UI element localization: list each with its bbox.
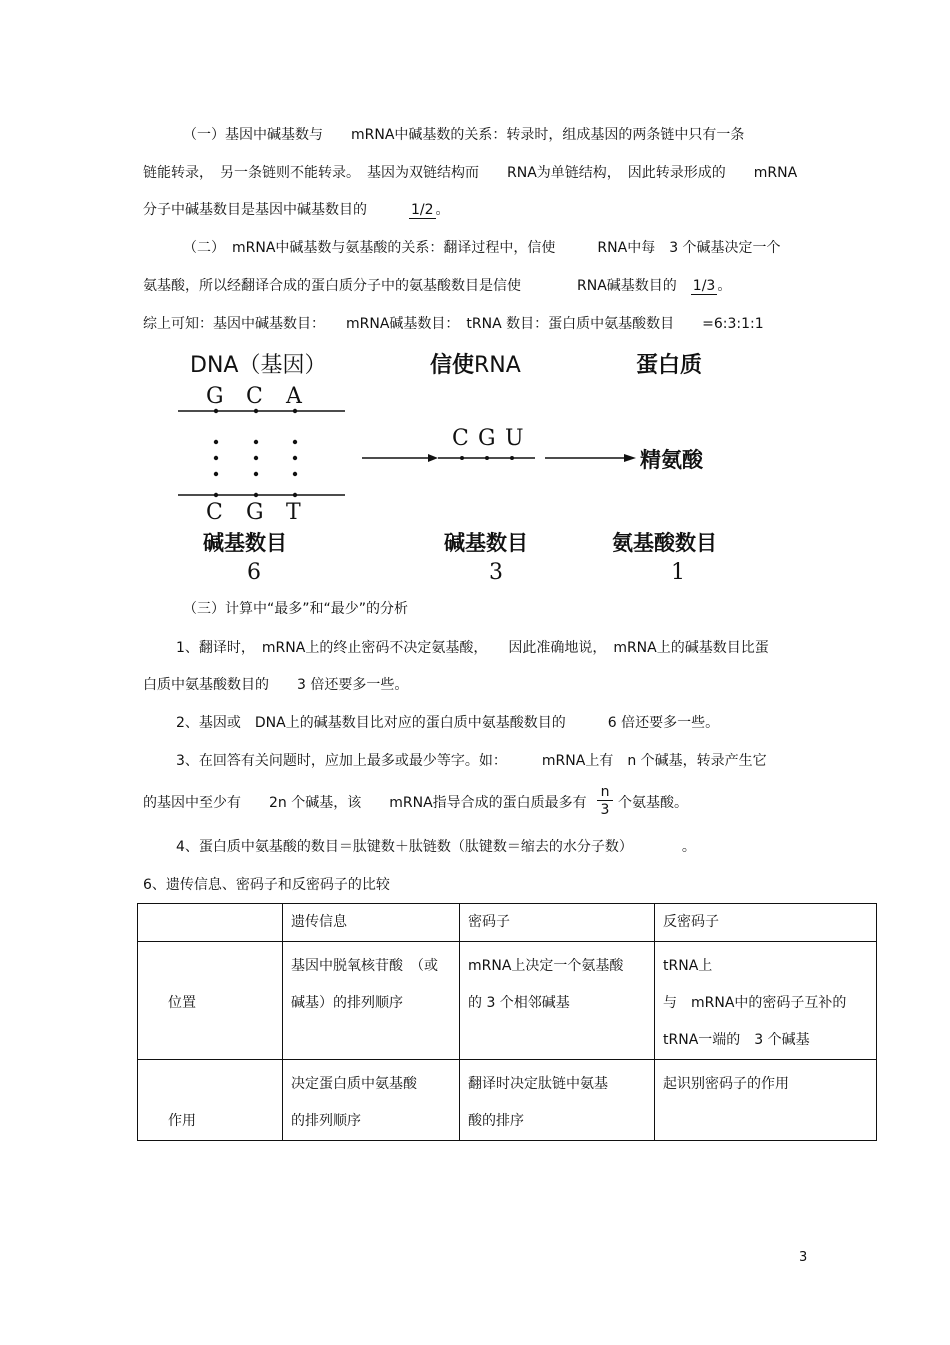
item3-line2-pre: 的基因中至少有 2n 个碱基，该 mRNA指导合成的蛋白质最多有: [143, 795, 587, 811]
table-cell: tRNA上 与 mRNA中的密码子互补的 tRNA一端的 3 个碱基: [655, 942, 877, 1060]
table-row: [138, 1060, 877, 1141]
codon-base-1: C: [452, 426, 469, 451]
table-cell: 决定蛋白质中氨基酸 的排列顺序: [283, 1060, 460, 1141]
row-label: 位置: [138, 942, 283, 1060]
para2-line1: （二） mRNA中碱基数与氨基酸的关系：翻译过程中，信使 RNA中每 3 个碱基决定一个: [183, 240, 781, 256]
page-number: 3: [799, 1250, 808, 1265]
fraction-denominator: 3: [600, 802, 610, 818]
para1-line1: （一）基因中碱基数与 mRNA中碱基数的关系：转录时，组成基因的两条链中只有一条: [183, 127, 745, 143]
top-base-1: G: [206, 384, 224, 409]
item2: 2、基因或 DNA上的碱基数目比对应的蛋白质中氨基酸数目的 6 倍还要多一些。: [176, 715, 720, 731]
item3-line1: 3、在回答有关问题时，应加上最多或最少等字。如： mRNA上有 n 个碱基，转录产生它: [176, 753, 767, 769]
fraction-numerator: n: [597, 784, 613, 801]
mrna-count-label: 碱基数目: [444, 531, 528, 555]
half-ratio: 1/2: [411, 202, 434, 218]
item1-line1: 1、翻译时， mRNA上的终止密码不决定氨基酸， 因此准确地说， mRNA上的碱基数目比蛋: [176, 640, 769, 656]
bottom-base-2: G: [246, 500, 264, 525]
table-header-row: [138, 904, 877, 942]
table-header-cell: 反密码子: [655, 904, 877, 942]
table-cell: 起识别密码子的作用: [655, 1060, 877, 1141]
dna-count: 6: [247, 560, 261, 585]
section3-title: （三）计算中“最多”和“最少”的分析: [183, 601, 409, 617]
table-header-cell: 密码子: [460, 904, 655, 942]
table-header-cell: 遗传信息: [283, 904, 460, 942]
summary-line: 综上可知：基因中碱基数目： mRNA碱基数目： tRNA 数目：蛋白质中氨基酸数目 =6:3:1:1: [143, 316, 764, 332]
para1-line2: 链能转录， 另一条链则不能转录。 基因为双链结构而 RNA为单链结构， 因此转录形成的 mRNA: [143, 165, 798, 181]
table-row: [138, 942, 877, 1060]
dna-count-label: 碱基数目: [203, 531, 287, 555]
top-base-2: C: [246, 384, 263, 409]
table-cell: 基因中脱氧核苷酸 （或 碱基）的排列顺序: [283, 942, 460, 1060]
mrna-count: 3: [489, 560, 503, 585]
section6-title: 6、遗传信息、密码子和反密码子的比较: [143, 877, 390, 893]
codon-base-3: U: [505, 426, 524, 451]
comparison-table: [137, 903, 877, 1141]
mrna-header: 信使RNA: [430, 353, 521, 378]
diagram-lines: [0, 0, 950, 600]
para2-line2: 氨基酸，所以经翻译合成的蛋白质分子中的氨基酸数目是信使 RNA碱基数目的 1/3 。: [143, 278, 732, 294]
fraction-n-over-3: [597, 784, 613, 819]
top-base-3: A: [286, 384, 302, 409]
item4: 4、蛋白质中氨基酸的数目＝肽键数＋肽链数（肽键数＝缩去的水分子数） 。: [176, 839, 696, 855]
bottom-base-3: T: [286, 500, 301, 525]
bottom-base-1: C: [206, 500, 223, 525]
third-ratio: 1/3: [692, 278, 716, 294]
protein-count: 1: [671, 560, 685, 585]
row-label: 作用: [138, 1060, 283, 1141]
table-cell: mRNA上决定一个氨基酸 的 3 个相邻碱基: [460, 942, 655, 1060]
item1-line2: 白质中氨基酸数目的 3 倍还要多一些。: [143, 677, 409, 693]
protein-header: 蛋白质: [636, 353, 703, 378]
protein-count-label: 氨基酸数目: [612, 531, 717, 555]
codon-base-2: G: [478, 426, 496, 451]
item3-line2-post: 个氨基酸。: [618, 795, 688, 811]
dna-header: DNA（基因）: [190, 353, 327, 378]
amino-acid-label: 精氨酸: [640, 448, 703, 472]
table-cell: 翻译时决定肽链中氨基 酸的排序: [460, 1060, 655, 1141]
para1-line3: 分子中碱基数目是基因中碱基数目的 1/2 。: [143, 202, 450, 218]
table-header-cell: [138, 904, 283, 942]
